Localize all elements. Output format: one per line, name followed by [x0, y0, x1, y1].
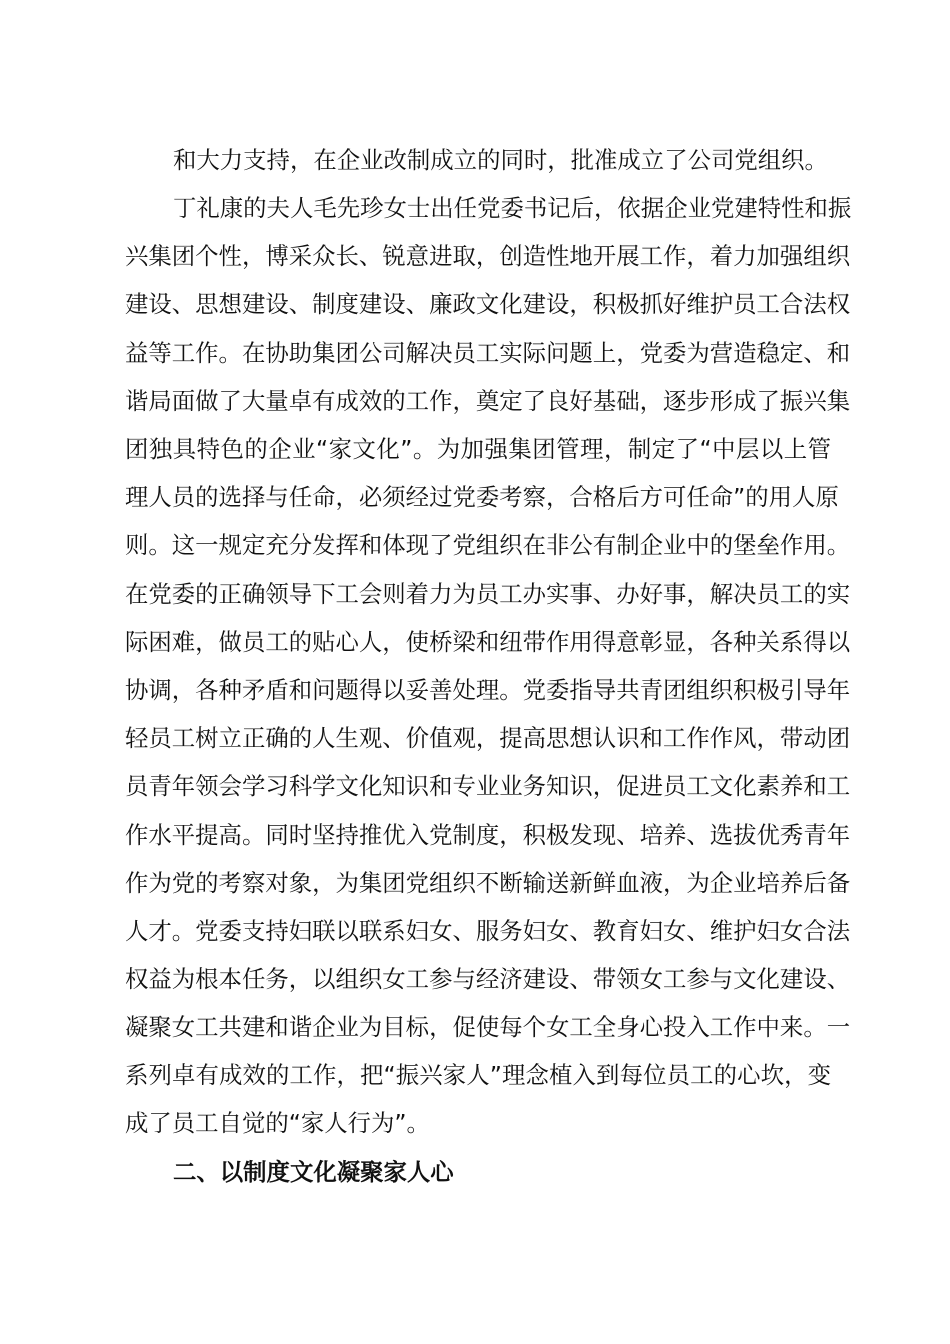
paragraph-line: 人才。党委支持妇联以联系妇女、服务妇女、教育妇女、维护妇女合法 — [125, 917, 851, 945]
paragraph-line: 谐局面做了大量卓有成效的工作，奠定了良好基础，逐步形成了振兴集 — [125, 387, 851, 415]
paragraph-line: 轻员工树立正确的人生观、价值观，提高思想认识和工作作风，带动团 — [125, 724, 851, 752]
paragraph-line: 理人员的选择与任命，必须经过党委考察，合格后方可任命”的用人原 — [125, 483, 839, 511]
paragraph-line: 益等工作。在协助集团公司解决员工实际问题上，党委为营造稳定、和 — [125, 339, 851, 367]
paragraph-line: 权益为根本任务，以组织女工参与经济建设、带领女工参与文化建设、 — [125, 965, 851, 993]
paragraph-line: 作水平提高。同时坚持推优入党制度，积极发现、培养、选拔优秀青年 — [125, 821, 851, 849]
paragraph-line: 凝聚女工共建和谐企业为目标，促使每个女工全身心投入工作中来。一 — [125, 1013, 851, 1041]
paragraph-line: 在党委的正确领导下工会则着力为员工办实事、办好事，解决员工的实 — [125, 580, 851, 608]
paragraph-line: 和大力支持，在企业改制成立的同时，批准成立了公司党组织。 — [173, 146, 828, 174]
paragraph-line: 作为党的考察对象，为集团党组织不断输送新鲜血液，为企业培养后备 — [125, 869, 851, 897]
paragraph-line: 协调，各种矛盾和问题得以妥善处理。党委指导共青团组织积极引导年 — [125, 676, 851, 704]
paragraph-line: 兴集团个性，博采众长、锐意进取，创造性地开展工作，着力加强组织 — [125, 242, 851, 270]
paragraph-line: 成了员工自觉的“家人行为”。 — [125, 1109, 430, 1137]
paragraph-line: 员青年领会学习科学文化知识和专业业务知识，促进员工文化素养和工 — [125, 772, 851, 800]
paragraph-line: 丁礼康的夫人毛先珍女士出任党委书记后，依据企业党建特性和振 — [173, 194, 852, 222]
paragraph-line: 际困难，做员工的贴心人，使桥梁和纽带作用得意彰显，各种关系得以 — [125, 628, 851, 656]
paragraph-line: 系列卓有成效的工作，把“振兴家人”理念植入到每位员工的心坎，变 — [125, 1061, 831, 1089]
section-heading: 二、以制度文化凝聚家人心 — [173, 1158, 454, 1186]
paragraph-line: 则。这一规定充分发挥和体现了党组织在非公有制企业中的堡垒作用。 — [125, 531, 851, 559]
paragraph-line: 建设、思想建设、制度建设、廉政文化建设，积极抓好维护员工合法权 — [125, 290, 851, 318]
paragraph-line: 团独具特色的企业“家文化”。为加强集团管理，制定了“中层以上管 — [125, 435, 831, 463]
